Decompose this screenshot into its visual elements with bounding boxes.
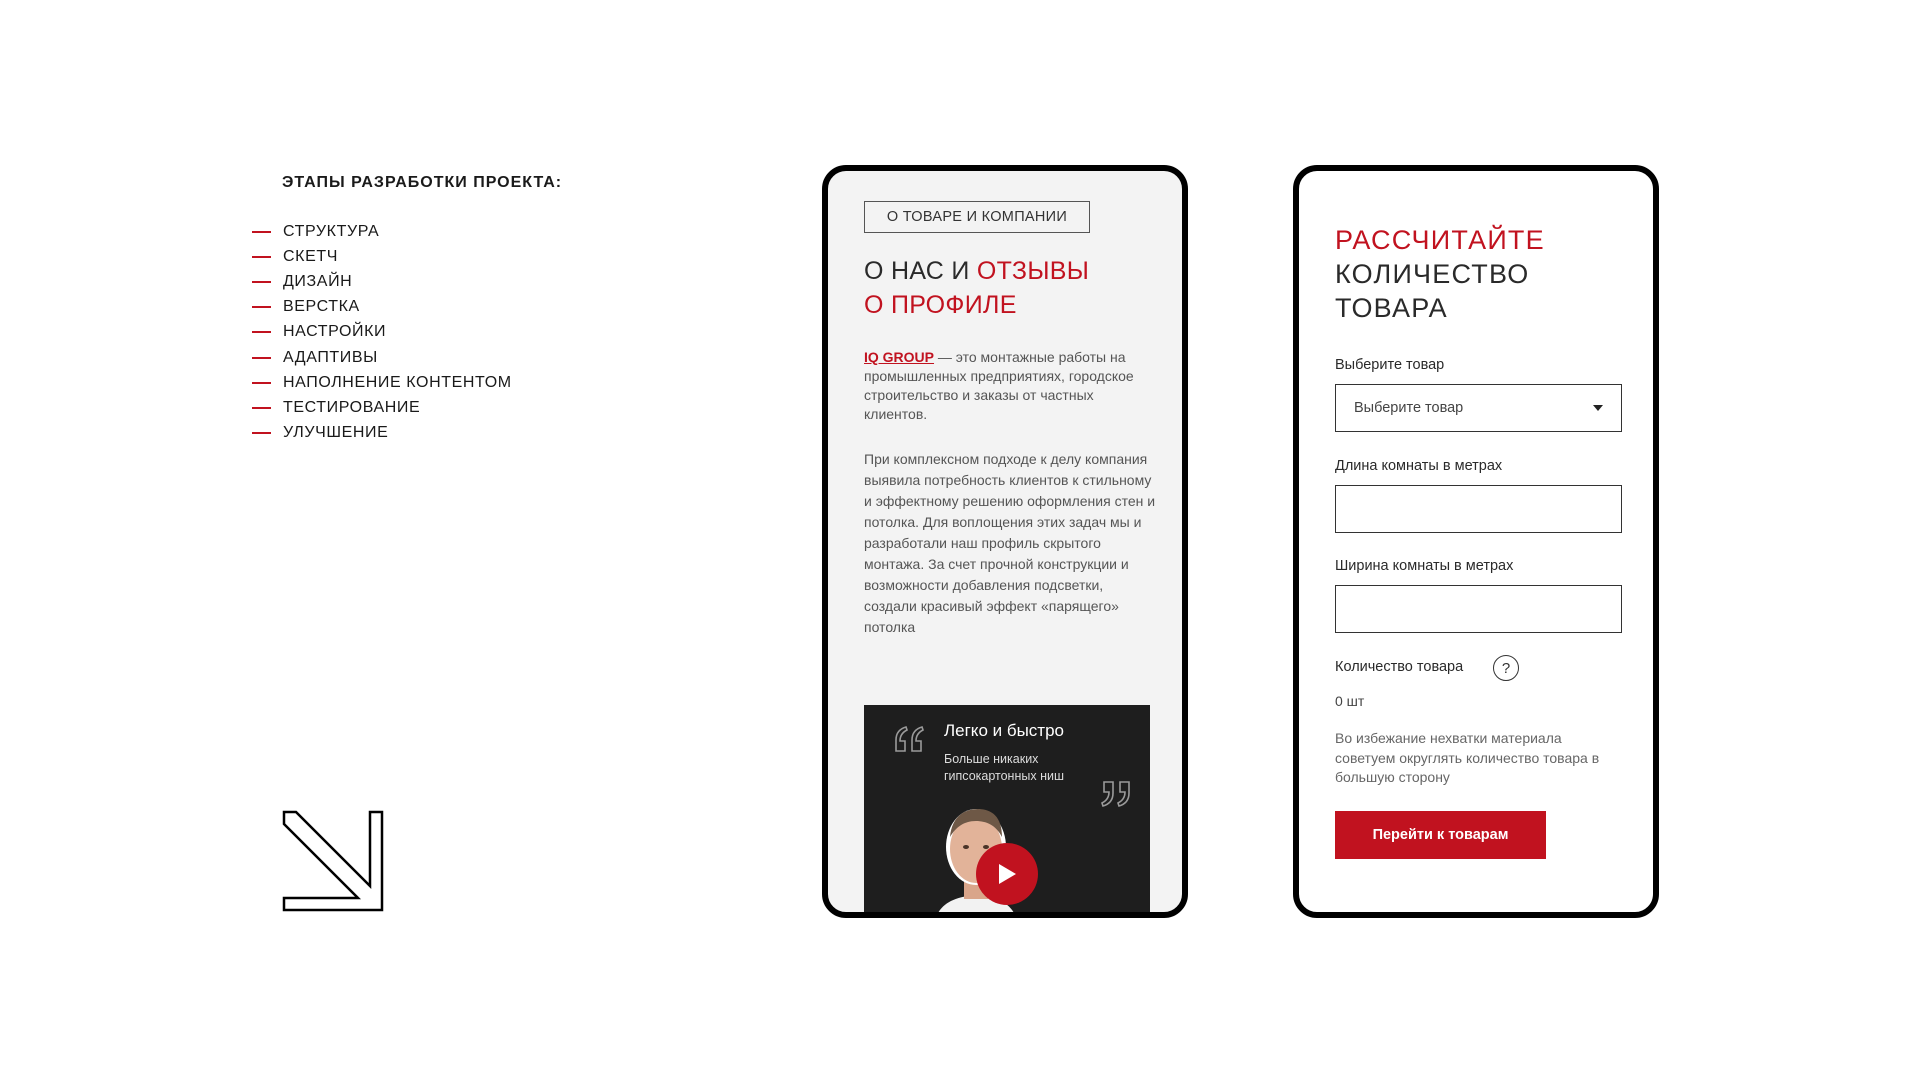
about-paragraph-2: При комплексном подходе к делу компания выявила потребность клиентов к стильному и эффектному решению оформления стен и потолка. Для воплощения этих задач мы и разработали наш профиль скрытого монтажа. За счет прочной конструкции и возможности добавления подсветки, создали красивый эффект «парящего» потолка — [864, 451, 1156, 635]
stage-item-layout — [252, 295, 512, 320]
stage-label: НАСТРОЙКИ — [283, 323, 387, 341]
product-select-value: Выберите товар — [1354, 400, 1464, 416]
quantity-value: 0 шт — [1335, 693, 1365, 709]
calculator-phone-mockup — [1293, 165, 1659, 918]
about-paragraph-1-text: — это монтажные работы на промышленных предприятиях, городское строительство и заказы от частных клиентов. — [864, 349, 1134, 422]
room-length-label: Длина комнаты в метрах — [1335, 458, 1503, 474]
play-icon — [996, 862, 1018, 886]
diagonal-arrow-icon — [282, 810, 386, 914]
video-title: Легко и быстро — [944, 721, 1064, 740]
go-to-products-button[interactable]: Перейти к товарам — [1335, 811, 1546, 859]
stage-label: СКЕТЧ — [283, 247, 338, 265]
stages-list — [252, 219, 512, 446]
dash-icon — [252, 256, 271, 258]
dash-icon — [252, 432, 271, 434]
stage-item-design — [252, 269, 512, 294]
help-icon[interactable]: ? — [1493, 655, 1519, 681]
video-subtitle: Больше никаких гипсокартонных ниш — [944, 752, 1064, 783]
about-title — [864, 254, 1164, 322]
about-phone-mockup — [822, 165, 1188, 918]
about-paragraph-1 — [864, 348, 1154, 424]
quote-open-icon — [894, 725, 924, 753]
stage-label: АДАПТИВЫ — [283, 348, 378, 366]
calc-title — [1335, 223, 1635, 325]
stage-item-structure — [252, 219, 512, 244]
calc-title-line1: РАССЧИТАЙТЕ — [1335, 225, 1545, 255]
stage-item-testing — [252, 395, 512, 420]
dash-icon — [252, 281, 271, 283]
product-select[interactable] — [1335, 384, 1622, 432]
dash-icon — [252, 331, 271, 333]
dash-icon — [252, 382, 271, 384]
room-width-input[interactable] — [1335, 585, 1622, 633]
dash-icon — [252, 357, 271, 359]
video-card[interactable] — [864, 705, 1150, 918]
dash-icon — [252, 231, 271, 233]
stage-label: ДИЗАЙН — [283, 272, 353, 290]
dash-icon — [252, 306, 271, 308]
dash-icon — [252, 407, 271, 409]
about-title-line1 — [864, 254, 1164, 288]
product-select-label: Выберите товар — [1335, 357, 1445, 373]
about-title-part1: О НАС И — [864, 257, 977, 285]
caret-down-icon — [1593, 405, 1603, 411]
about-tag-button[interactable]: О ТОВАРЕ И КОМПАНИИ — [864, 201, 1090, 233]
video-play-button[interactable] — [976, 843, 1038, 905]
quote-close-icon — [1101, 780, 1131, 808]
stage-item-adaptive — [252, 345, 512, 370]
stage-label: СТРУКТУРА — [283, 222, 380, 240]
stage-item-improvement — [252, 421, 512, 446]
stage-item-content — [252, 370, 512, 395]
about-title-part2: ОТЗЫВЫ — [976, 257, 1090, 285]
quantity-label: Количество товара — [1335, 659, 1464, 675]
stage-label: ВЕРСТКА — [283, 298, 360, 316]
calc-title-line3: ТОВАРА — [1335, 293, 1448, 323]
stage-label: УЛУЧШЕНИЕ — [283, 424, 389, 442]
stage-label: НАПОЛНЕНИЕ КОНТЕНТОМ — [283, 373, 512, 391]
about-title-line2: О ПРОФИЛЕ — [864, 291, 1017, 319]
stage-label: ТЕСТИРОВАНИЕ — [283, 398, 421, 416]
stages-title: ЭТАПЫ РАЗРАБОТКИ ПРОЕКТА: — [282, 174, 563, 191]
brand-link[interactable]: IQ GROUP — [864, 349, 935, 365]
calc-title-line2: КОЛИЧЕСТВО — [1335, 259, 1530, 289]
room-length-input[interactable] — [1335, 485, 1622, 533]
room-width-label: Ширина комнаты в метрах — [1335, 558, 1514, 574]
stage-item-settings — [252, 320, 512, 345]
rounding-note: Во избежание нехватки материала советуем округлять количество товара в большую сторону — [1335, 730, 1600, 785]
stage-item-sketch — [252, 244, 512, 269]
